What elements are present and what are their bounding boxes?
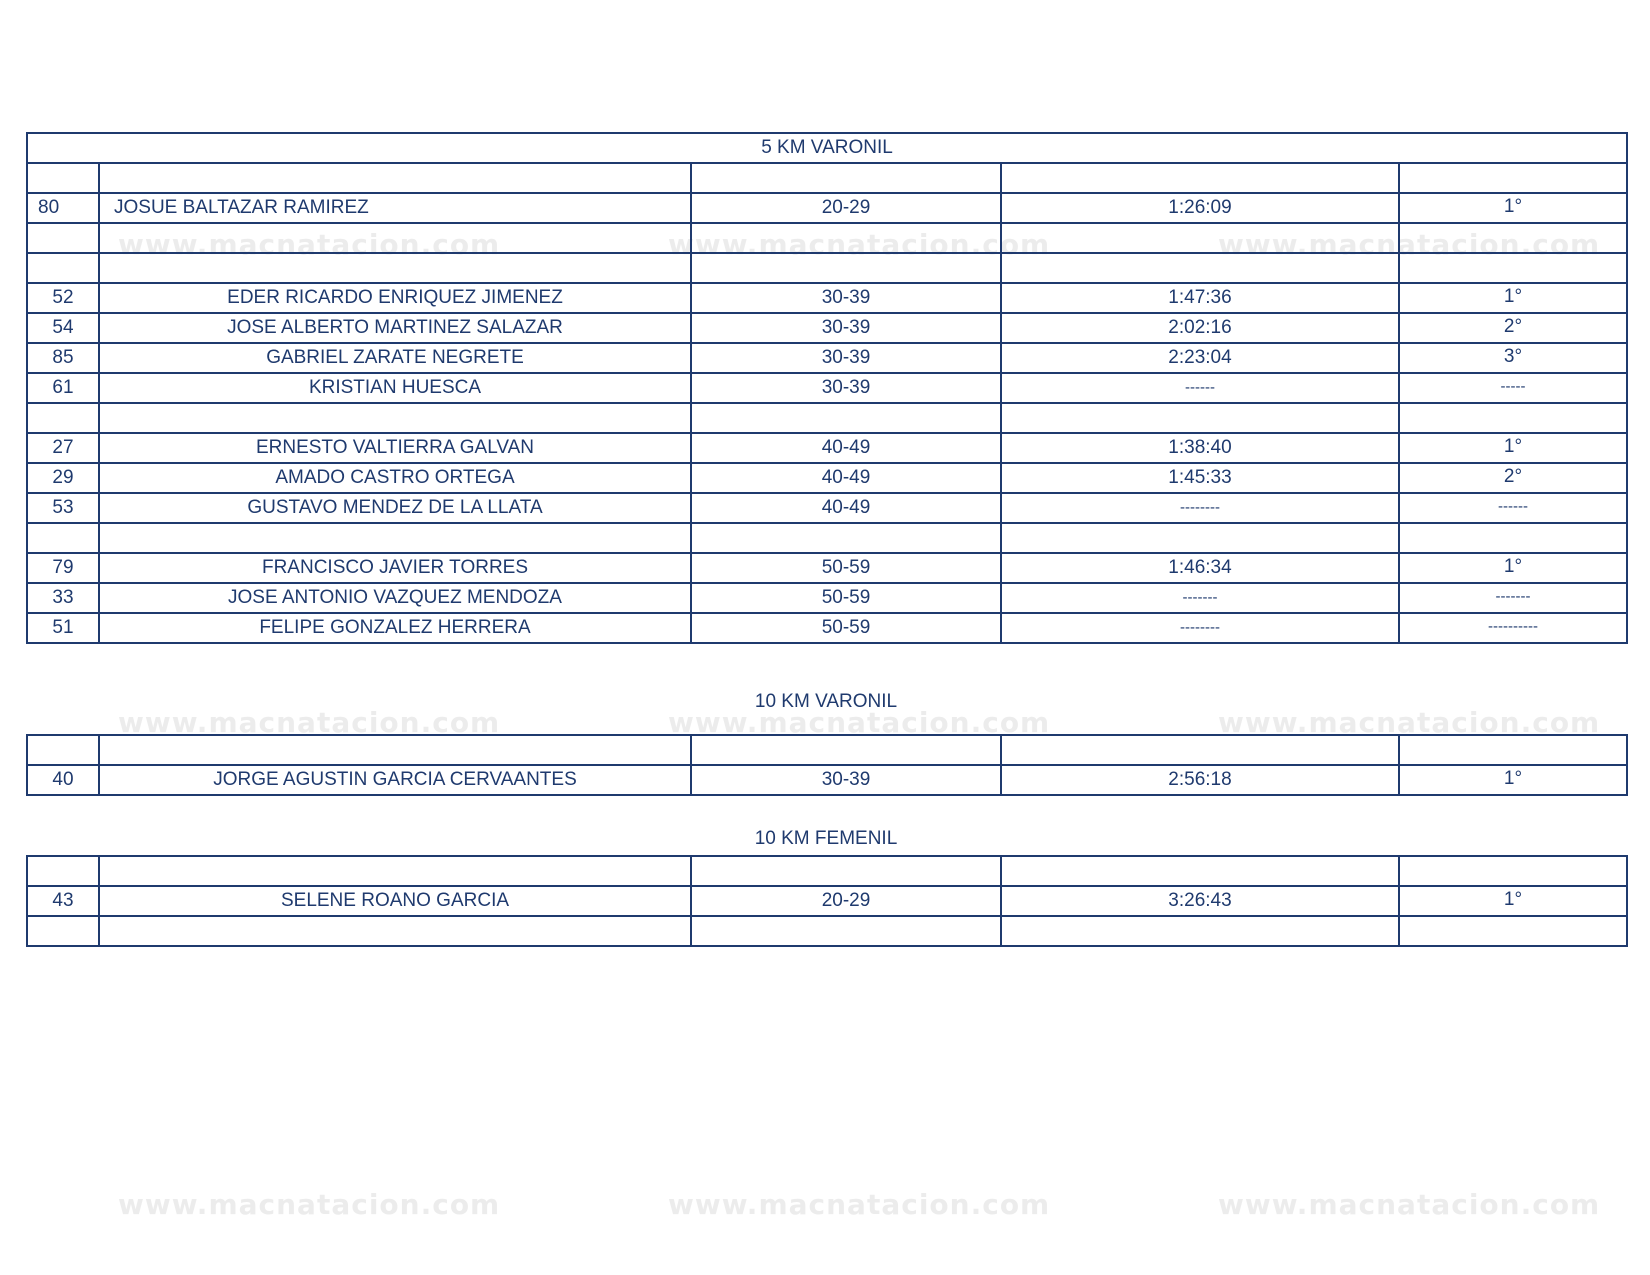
category-cell: 40-49: [691, 433, 1001, 463]
table-row: [27, 613, 1627, 643]
category-cell: 50-59: [691, 583, 1001, 613]
place-cell: [1399, 916, 1627, 946]
results-table-10km-femenil: [26, 855, 1628, 947]
watermark: www.macnatacion.com: [668, 228, 1051, 261]
swimmer-name-cell: [99, 856, 691, 886]
place-cell: 1°: [1399, 193, 1627, 223]
time-cell: 1:45:33: [1001, 463, 1399, 493]
category-cell: [691, 253, 1001, 283]
swimmer-name-cell: GABRIEL ZARATE NEGRETE: [99, 343, 691, 373]
time-cell: [1001, 223, 1399, 253]
category-cell: 40-49: [691, 463, 1001, 493]
time-cell: --------: [1001, 613, 1399, 643]
section-title: 5 KM VARONIL: [27, 133, 1627, 163]
place-cell: 2°: [1399, 313, 1627, 343]
time-cell: 1:47:36: [1001, 283, 1399, 313]
watermark: www.macnatacion.com: [1218, 706, 1601, 739]
table-row: [27, 163, 1627, 193]
swimmer-name-cell: FRANCISCO JAVIER TORRES: [99, 553, 691, 583]
swimmer-name-cell: JOSE ALBERTO MARTINEZ SALAZAR: [99, 313, 691, 343]
place-cell: 1°: [1399, 765, 1627, 795]
results-table-5km-varonil: [26, 132, 1628, 644]
category-cell: 40-49: [691, 493, 1001, 523]
section-title: 10 KM VARONIL: [754, 691, 898, 712]
category-cell: [691, 856, 1001, 886]
table-row: [27, 886, 1627, 916]
watermark: www.macnatacion.com: [118, 1188, 501, 1221]
table-row: [27, 856, 1627, 886]
table-row: [27, 373, 1627, 403]
bib-number-cell: [27, 523, 99, 553]
watermark: www.macnatacion.com: [1218, 228, 1601, 261]
category-cell: 50-59: [691, 553, 1001, 583]
swimmer-name-cell: EDER RICARDO ENRIQUEZ JIMENEZ: [99, 283, 691, 313]
place-cell: 1°: [1399, 283, 1627, 313]
time-cell: [1001, 856, 1399, 886]
category-cell: [691, 163, 1001, 193]
table-row: [27, 433, 1627, 463]
swimmer-name-cell: [99, 223, 691, 253]
table-row: [27, 493, 1627, 523]
category-cell: 30-39: [691, 343, 1001, 373]
table-row: [27, 223, 1627, 253]
swimmer-name-cell: [99, 163, 691, 193]
table-row: [27, 735, 1627, 765]
category-cell: [691, 523, 1001, 553]
place-cell: -------: [1399, 583, 1627, 613]
bib-number-cell: 51: [27, 613, 99, 643]
place-cell: [1399, 223, 1627, 253]
category-cell: 20-29: [691, 193, 1001, 223]
bib-number-cell: [27, 916, 99, 946]
time-cell: [1001, 916, 1399, 946]
bib-number-cell: 27: [27, 433, 99, 463]
swimmer-name-cell: JORGE AGUSTIN GARCIA CERVAANTES: [99, 765, 691, 795]
place-cell: 1°: [1399, 553, 1627, 583]
swimmer-name-cell: KRISTIAN HUESCA: [99, 373, 691, 403]
bib-number-cell: [27, 253, 99, 283]
time-cell: 2:23:04: [1001, 343, 1399, 373]
category-cell: 50-59: [691, 613, 1001, 643]
category-cell: [691, 223, 1001, 253]
bib-number-cell: 40: [27, 765, 99, 795]
bib-number-cell: 33: [27, 583, 99, 613]
place-cell: [1399, 856, 1627, 886]
category-cell: 30-39: [691, 373, 1001, 403]
time-cell: [1001, 163, 1399, 193]
swimmer-name-cell: GUSTAVO MENDEZ DE LA LLATA: [99, 493, 691, 523]
results-table-10km-varonil: [26, 734, 1628, 796]
bib-number-cell: 79: [27, 553, 99, 583]
time-cell: [1001, 403, 1399, 433]
time-cell: [1001, 523, 1399, 553]
category-cell: [691, 735, 1001, 765]
watermark: www.macnatacion.com: [668, 1188, 1051, 1221]
time-cell: --------: [1001, 493, 1399, 523]
place-cell: 3°: [1399, 343, 1627, 373]
time-cell: [1001, 735, 1399, 765]
bib-number-cell: 85: [27, 343, 99, 373]
time-cell: ------: [1001, 373, 1399, 403]
swimmer-name-cell: FELIPE GONZALEZ HERRERA: [99, 613, 691, 643]
place-cell: [1399, 253, 1627, 283]
time-cell: 2:56:18: [1001, 765, 1399, 795]
place-cell: 2°: [1399, 463, 1627, 493]
category-cell: 30-39: [691, 313, 1001, 343]
bib-number-cell: [27, 735, 99, 765]
place-cell: [1399, 735, 1627, 765]
watermark: www.macnatacion.com: [118, 706, 501, 739]
time-cell: 1:26:09: [1001, 193, 1399, 223]
bib-number-cell: 54: [27, 313, 99, 343]
place-cell: [1399, 163, 1627, 193]
bib-number-cell: 53: [27, 493, 99, 523]
swimmer-name-cell: [99, 253, 691, 283]
table-row: [27, 583, 1627, 613]
bib-number-cell: [27, 403, 99, 433]
table-row: [27, 463, 1627, 493]
table-row: [27, 193, 1627, 223]
time-cell: -------: [1001, 583, 1399, 613]
category-cell: 30-39: [691, 765, 1001, 795]
table-row: [27, 916, 1627, 946]
watermark: www.macnatacion.com: [118, 228, 501, 261]
swimmer-name-cell: JOSUE BALTAZAR RAMIREZ: [99, 193, 691, 223]
bib-number-cell: [27, 223, 99, 253]
swimmer-name-cell: AMADO CASTRO ORTEGA: [99, 463, 691, 493]
category-cell: 30-39: [691, 283, 1001, 313]
table-row: [27, 765, 1627, 795]
category-cell: [691, 916, 1001, 946]
swimmer-name-cell: SELENE ROANO GARCIA: [99, 886, 691, 916]
results-body: [27, 735, 1627, 795]
bib-number-cell: 29: [27, 463, 99, 493]
place-cell: ----------: [1399, 613, 1627, 643]
table-row: [27, 313, 1627, 343]
table-row: [27, 253, 1627, 283]
category-cell: 20-29: [691, 886, 1001, 916]
table-row: [27, 283, 1627, 313]
time-cell: [1001, 253, 1399, 283]
swimmer-name-cell: JOSE ANTONIO VAZQUEZ MENDOZA: [99, 583, 691, 613]
table-row: [27, 553, 1627, 583]
results-body: [27, 856, 1627, 946]
time-cell: 3:26:43: [1001, 886, 1399, 916]
swimmer-name-cell: [99, 916, 691, 946]
swimmer-name-cell: [99, 735, 691, 765]
bib-number-cell: 43: [27, 886, 99, 916]
bib-number-cell: 80: [27, 193, 99, 223]
time-cell: 2:02:16: [1001, 313, 1399, 343]
place-cell: ------: [1399, 493, 1627, 523]
place-cell: 1°: [1399, 433, 1627, 463]
time-cell: 1:46:34: [1001, 553, 1399, 583]
table-row: [27, 523, 1627, 553]
watermark: www.macnatacion.com: [668, 706, 1051, 739]
place-cell: [1399, 403, 1627, 433]
time-cell: 1:38:40: [1001, 433, 1399, 463]
bib-number-cell: [27, 163, 99, 193]
section-title: 10 KM FEMENIL: [754, 828, 898, 849]
section-title-row: [27, 133, 1627, 163]
place-cell: [1399, 523, 1627, 553]
bib-number-cell: [27, 856, 99, 886]
table-row: [27, 403, 1627, 433]
table-row: [27, 343, 1627, 373]
bib-number-cell: 61: [27, 373, 99, 403]
bib-number-cell: 52: [27, 283, 99, 313]
swimmer-name-cell: ERNESTO VALTIERRA GALVAN: [99, 433, 691, 463]
watermark: www.macnatacion.com: [1218, 1188, 1601, 1221]
results-body: [27, 163, 1627, 643]
swimmer-name-cell: [99, 523, 691, 553]
place-cell: 1°: [1399, 886, 1627, 916]
swimmer-name-cell: [99, 403, 691, 433]
category-cell: [691, 403, 1001, 433]
place-cell: -----: [1399, 373, 1627, 403]
